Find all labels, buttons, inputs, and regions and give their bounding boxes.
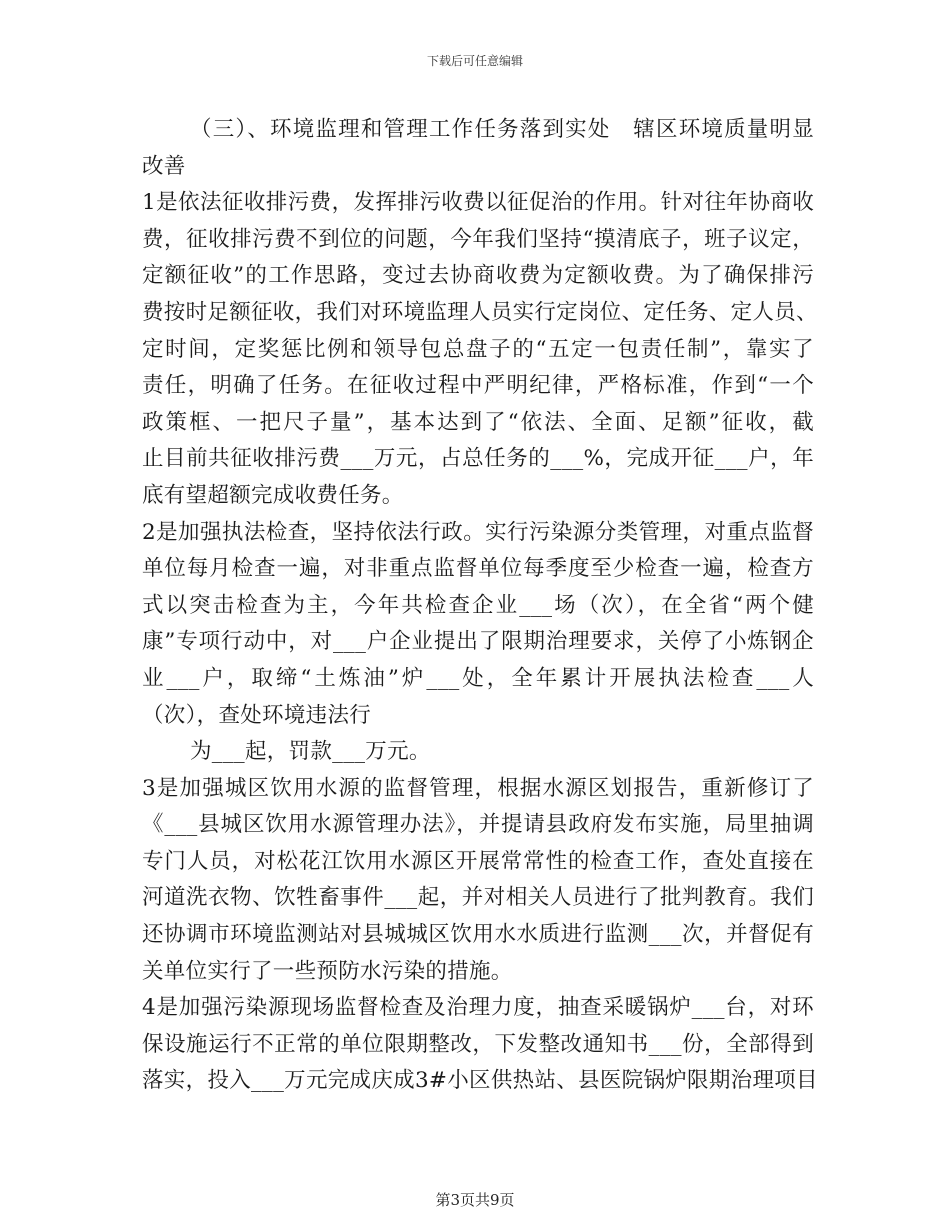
- paragraph-line: 关单位实行了一些预防水污染的措施。: [142, 958, 513, 984]
- paragraph-line: 落实，投入___万元完成庆成3#小区供热站、县医院锅炉限期治理项目: [142, 1068, 818, 1094]
- paragraph-line: 3是加强城区饮用水源的监督管理，根据水源区划报告，重新修订了: [142, 775, 814, 801]
- paragraph-line: 止目前共征收排污费___万元，占总任务的___%，完成开征___户，年: [142, 446, 814, 472]
- paragraph-line: 定时间，定奖惩比例和领导包总盘子的“五定一包责任制”，靠实了: [142, 336, 814, 362]
- paragraph-line: 专门人员，对松花江饮用水源区开展常常性的检查工作，查处直接在: [142, 848, 814, 874]
- paragraph-line: 《___县城区饮用水源管理办法》，并提请县政府发布实施，局里抽调: [142, 812, 814, 838]
- paragraph-line: 费按时足额征收，我们对环境监理人员实行定岗位、定任务、定人员、: [142, 299, 818, 325]
- paragraph-line: 保设施运行不正常的单位限期整改，下发整改通知书___份，全部得到: [142, 1031, 814, 1057]
- paragraph-line: 4是加强污染源现场监督检查及治理力度，抽查采暖锅炉___台，对环: [142, 995, 814, 1021]
- page-number: 第3页共9页: [435, 1191, 515, 1209]
- paragraph-line: 底有望超额完成收费任务。: [142, 482, 404, 508]
- paragraph-line: 还协调市环境监测站对县城城区饮用水水质进行监测___次，并督促有: [142, 922, 814, 948]
- paragraph-line: 为___起，罚款___万元。: [190, 739, 431, 765]
- document-body: [142, 112, 818, 1100]
- paragraph-line: 单位每月检查一遍，对非重点监督单位每季度至少检查一遍，检查方: [142, 556, 814, 582]
- paragraph-line: 责任，明确了任务。在征收过程中严明纪律，严格标准，作到“一个: [142, 373, 814, 399]
- page-header: 下载后可任意编辑: [426, 54, 523, 68]
- paragraph-line: 河道洗衣物、饮牲畜事件___起，并对相关人员进行了批判教育。我们: [142, 885, 814, 911]
- paragraph-line: （次），查处环境违法行: [142, 702, 372, 728]
- paragraph-line: 费，征收排污费不到位的问题，今年我们坚持“摸清底子，班子议定，: [142, 226, 814, 252]
- paragraph-line: 定额征收”的工作思路，变过去协商收费为定额收费。为了确保排污: [142, 263, 814, 289]
- paragraph-line: 1是依法征收排污费，发挥排污收费以征促治的作用。针对往年协商收: [142, 190, 814, 216]
- paragraph-line: 康”专项行动中，对___户企业提出了限期治理要求，关停了小炼钢企: [142, 629, 814, 655]
- paragraph-line: 业___户，取缔“土炼油”炉___处，全年累计开展执法检查___人: [142, 665, 814, 691]
- paragraph-line: 2是加强执法检查，坚持依法行政。实行污染源分类管理，对重点监督: [142, 519, 814, 545]
- section-heading-line: 改善: [142, 153, 186, 179]
- section-heading-line: （三）、环境监理和管理工作任务落到实处 辖区环境质量明显: [190, 117, 814, 142]
- paragraph-line: 式以突击检查为主，今年共检查企业___场（次），在全省“两个健: [142, 592, 814, 618]
- paragraph-line: 政策框、一把尺子量”，基本达到了“依法、全面、足额”征收，截: [142, 409, 814, 435]
